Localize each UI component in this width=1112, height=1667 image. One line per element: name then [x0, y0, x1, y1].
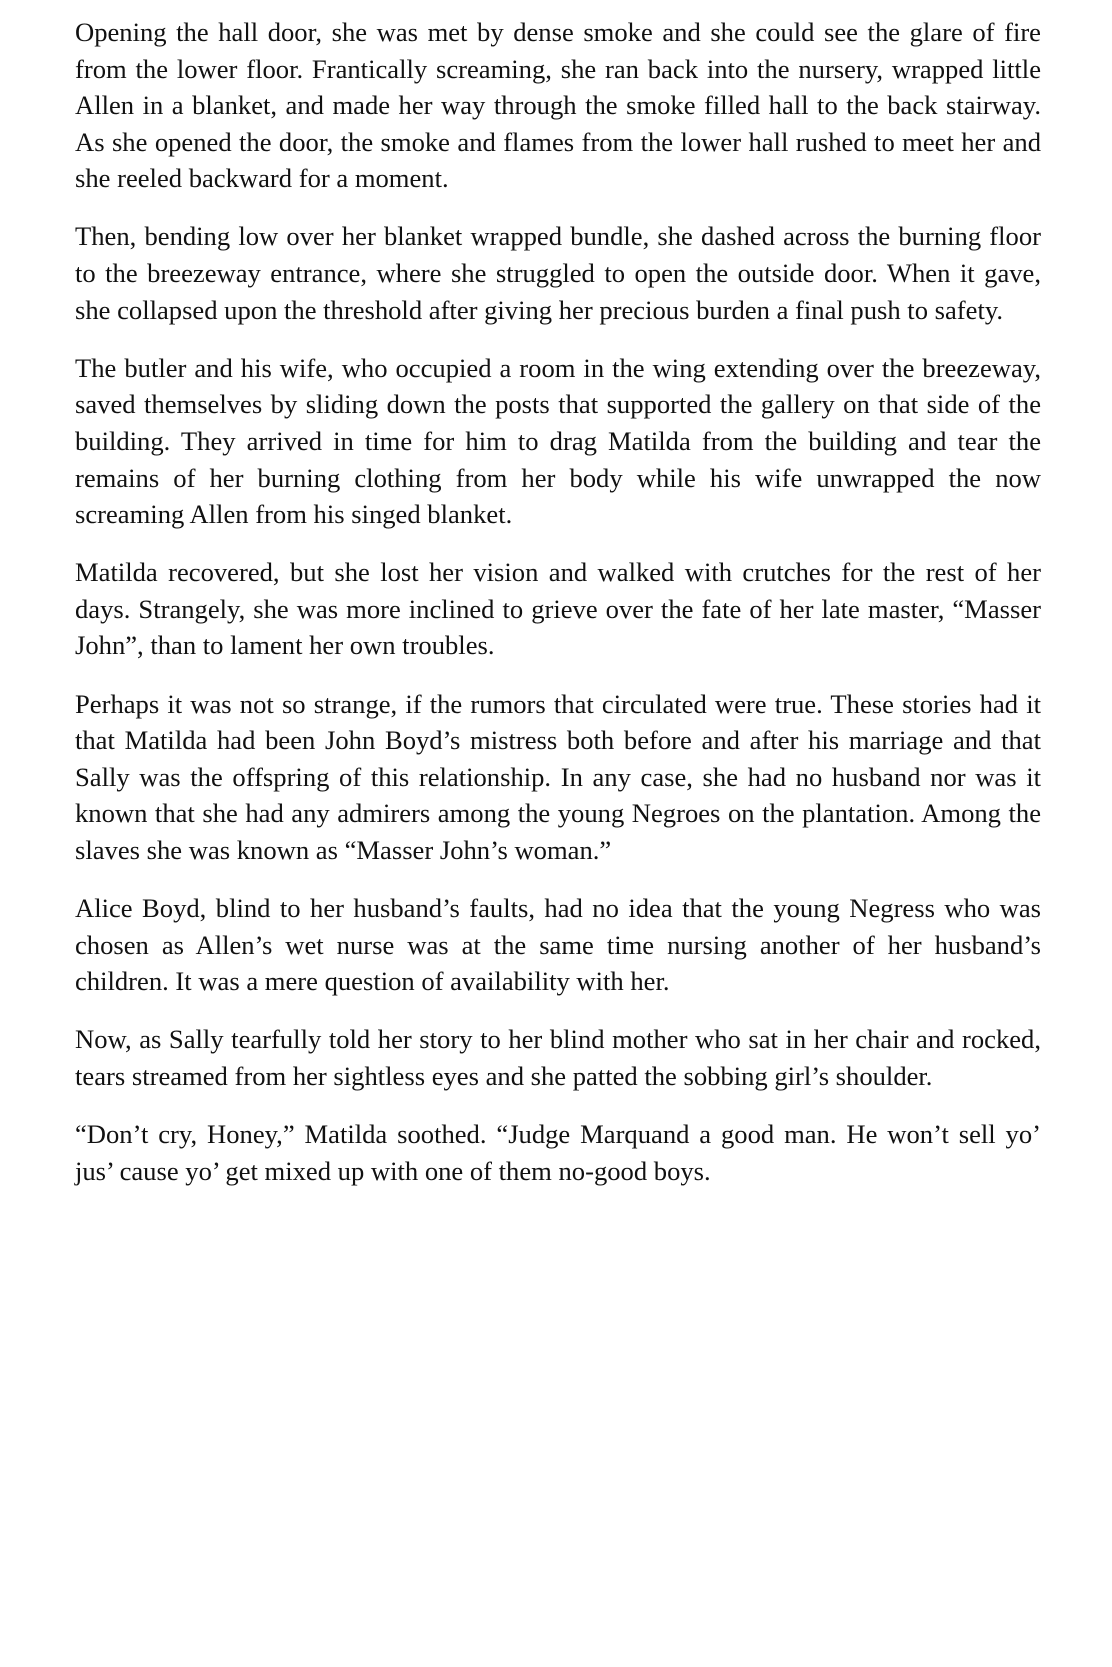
- paragraph-alice-boyd: Alice Boyd, blind to her husband’s faults, had no idea that the young Negress who was chosen as Allen’s wet nurse was at the same time nursing another of her husband’s children. It was a mere question of availability with her.: [75, 892, 1041, 997]
- paragraph-fire-escape: Opening the hall door, she was met by dense smoke and she could see the glare of fire from the lower floor. Frantically screaming, she ran back into the nursery, wrapped little Allen in a blanket, and made her way through the smoke filled hall to the back stairway. As she opened the door, the smoke and flames from the lower hall rushed to meet her and she reeled backward for a moment.: [75, 17, 1041, 194]
- paragraph-matilda-dialogue: “Don’t cry, Honey,” Matilda soothed. “Judge Marquand a good man. He won’t sell yo’ jus’ cause yo’ get mixed up with one of them no-good boys.: [75, 1118, 1041, 1186]
- paragraph-sally-story: Now, as Sally tearfully told her story to her blind mother who sat in her chair and rocked, tears streamed from her sightless eyes and she patted the sobbing girl’s shoulder.: [75, 1024, 1041, 1091]
- paragraph-matilda-recovery: Matilda recovered, but she lost her vision and walked with crutches for the rest of her days. Strangely, she was more inclined to grieve over the fate of her late master, “Masser John”, than to lament her own troubles.: [75, 557, 1041, 661]
- paragraph-breezeway: Then, bending low over her blanket wrapped bundle, she dashed across the burning floor to the breezeway entrance, where she struggled to open the outside door. When it gave, she collapsed upon the threshold after giving her precious burden a final push to safety.: [75, 221, 1041, 325]
- paragraph-butler-rescue: The butler and his wife, who occupied a room in the wing extending over the breezeway, saved themselves by sliding down the posts that supported the gallery on that side of the building. They arrived in time for him to drag Matilda from the building and tear the remains of her burning clothing from her body while his wife unwrapped the now screaming Allen from his singed blanket.: [75, 352, 1041, 530]
- document-page: [75, 14, 1041, 1211]
- paragraph-rumors: Perhaps it was not so strange, if the rumors that circulated were true. These stories had it that Matilda had been John Boyd’s mistress both before and after his marriage and that Sally was the offspring of this relationship. In any case, she had no husband nor was it known that she had any admirers among the young Negroes on the plantation. Among the slaves she was known as “Masser John’s woman.”: [75, 688, 1041, 865]
